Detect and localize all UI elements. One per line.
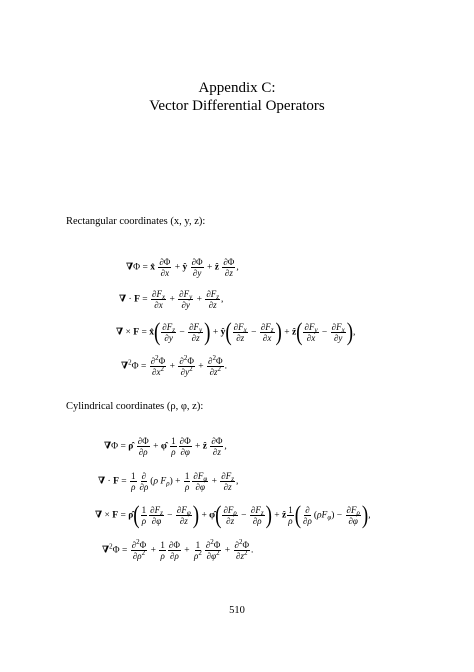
equation-cyl-laplacian: ∇$^2$Φ = $\frac{\partial^2\Phi}{\partial\rho^2}$ + $\frac{1}{\rho}$ $\frac{\partial\Phi}{\partial\rho}$ + $\frac{1}{\rho^2}$ $\frac{\partial^2\Phi}{\partial\varphi^2}$ + $\frac{\partial^2\Phi}{\partial z^2}$ . — [102, 538, 254, 561]
equation-rect-gradient: ∇Φ = x̂ $\frac{\partial\Phi}{\partial x}$ + ŷ $\frac{\partial\Phi}{\partial y}$ + ẑ $\frac{\partial\Phi}{\partial z}$ , — [126, 257, 239, 278]
equation-rect-divergence: ∇ · F = $\frac{\partial F_x}{\partial x}$ + $\frac{\partial F_y}{\partial y}$ + $\frac{\partial F_z}{\partial z}$ , — [119, 289, 224, 310]
appendix-label: Appendix C: — [198, 80, 276, 96]
equation-cyl-divergence: ∇ · F = $\frac{1}{\rho}$ $\frac{\partial}{\partial\rho}$ (ρ $F_\rho$) + $\frac{1}{\rho}$ $\frac{\partial F_\varphi}{\partial\varphi}$ + $\frac{\partial F_z}{\partial z}$ , — [98, 471, 239, 492]
equation-rect-laplacian: ∇$^2$Φ = $\frac{\partial^2\Phi}{\partial x^2}$ + $\frac{\partial^2\Phi}{\partial y^2}$ + $\frac{\partial^2\Phi}{\partial z^2}$ . — [121, 354, 227, 377]
page-title: Vector Differential Operators — [149, 98, 325, 114]
equation-cyl-curl: ∇ × F = ρ̂( $\frac{1}{\rho}$ $\frac{\partial F_z}{\partial\varphi}$ − $\frac{\partial F_\varphi}{\partial z}$ ) + φ̂( $\frac{\partial F_\rho}{\partial z}$ − $\frac{\partial F_z}{\partial\rho}$ ) + ẑ $\frac{1}{\rho}$ ( $\frac{\partial}{\partial\rho}$ $(\rho F_\varphi)$ − $\frac{\partial F_\rho}{\partial\varphi}$ ), — [95, 501, 371, 530]
page-number: 510 — [229, 605, 245, 616]
section-heading-rectangular: Rectangular coordinates (x, y, z): — [66, 216, 206, 227]
equation-cyl-gradient: ∇Φ = ρ̂ $\frac{\partial\Phi}{\partial\rho}$ + φ̂ $\frac{1}{\rho}$ $\frac{\partial\Phi}{\partial\varphi}$ + ẑ $\frac{\partial\Phi}{\partial z}$ , — [104, 436, 227, 457]
section-heading-cylindrical: Cylindrical coordinates (ρ, φ, z): — [66, 401, 204, 412]
equation-rect-curl: ∇ × F = x̂( $\frac{\partial F_z}{\partial y}$ − $\frac{\partial F_y}{\partial z}$ ) + ŷ( $\frac{\partial F_x}{\partial z}$ − $\frac{\partial F_z}{\partial x}$ ) + ẑ( $\frac{\partial F_y}{\partial x}$ − $\frac{\partial F_x}{\partial y}$ ), — [116, 318, 356, 347]
